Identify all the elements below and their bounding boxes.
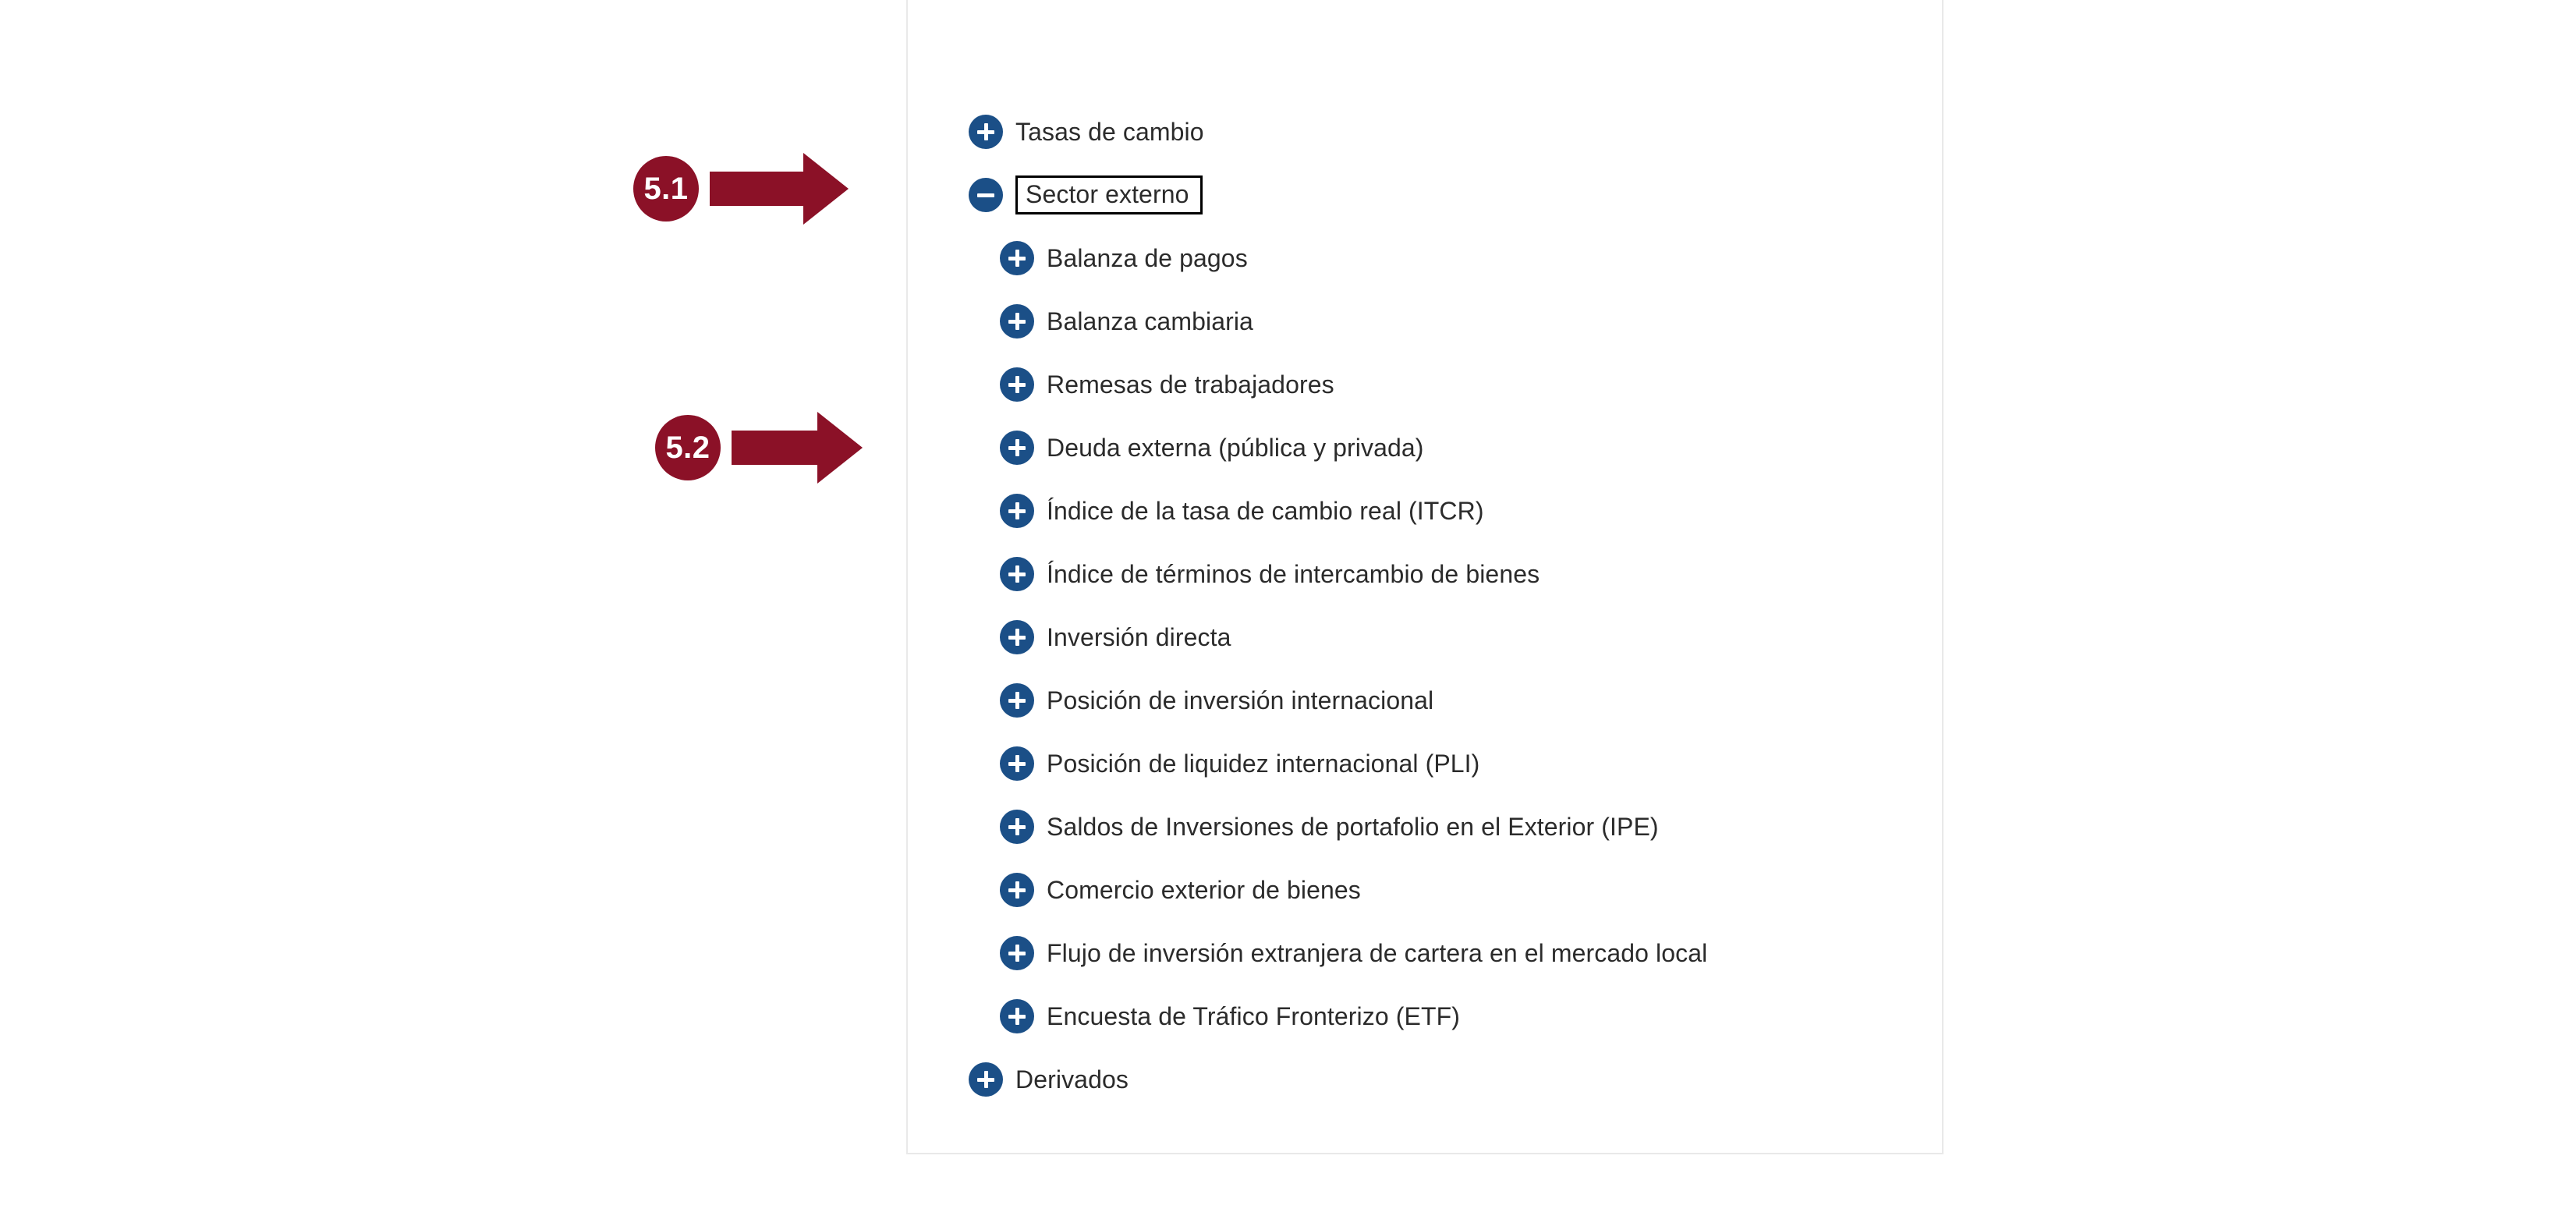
tree-node-label: Posición de liquidez internacional (PLI)	[1047, 749, 1480, 778]
tree-node-indice-tasa-cambio-real[interactable]	[969, 479, 2528, 542]
plus-circle-icon[interactable]	[1000, 683, 1034, 718]
tree-node-tasas-de-cambio[interactable]	[969, 100, 2528, 163]
tree-node-label: Sector externo	[1015, 175, 1203, 214]
tree-node-label: Inversión directa	[1047, 622, 1231, 651]
tree-node-label: Balanza de pagos	[1047, 243, 1248, 272]
tree-node-label: Derivados	[1015, 1065, 1129, 1094]
annotation-step-5-1	[633, 153, 849, 225]
tree-node-label: Saldos de Inversiones de portafolio en el Exterior (IPE)	[1047, 812, 1659, 841]
tree-node-balanza-de-pagos[interactable]	[969, 226, 2528, 289]
arrow-shaft	[710, 172, 803, 206]
tree-node-deuda-externa[interactable]	[969, 416, 2528, 479]
tree-node-label: Comercio exterior de bienes	[1047, 875, 1361, 904]
arrow-shaft	[732, 431, 817, 465]
tree-node-flujo-inversion-extranjera-cartera[interactable]	[969, 921, 2528, 984]
tree-node-remesas-de-trabajadores[interactable]	[969, 353, 2528, 416]
plus-circle-icon[interactable]	[1000, 999, 1034, 1033]
plus-circle-icon[interactable]	[969, 1062, 1003, 1097]
tree-node-posicion-inversion-internacional[interactable]	[969, 668, 2528, 732]
annotation-badge: 5.2	[655, 415, 721, 480]
tree-node-label: Índice de la tasa de cambio real (ITCR)	[1047, 496, 1484, 525]
annotation-arrow-icon	[732, 412, 863, 484]
tree-node-label: Remesas de trabajadores	[1047, 370, 1334, 399]
plus-circle-icon[interactable]	[1000, 810, 1034, 844]
tree-node-saldos-inversiones-portafolio-exterior[interactable]	[969, 795, 2528, 858]
tree-node-inversion-directa[interactable]	[969, 605, 2528, 668]
statistics-tree	[969, 100, 2528, 1111]
plus-circle-icon[interactable]	[969, 115, 1003, 149]
tree-node-balanza-cambiaria[interactable]	[969, 289, 2528, 353]
plus-circle-icon[interactable]	[1000, 873, 1034, 907]
tree-node-label: Posición de inversión internacional	[1047, 686, 1434, 714]
annotation-arrow-icon	[710, 153, 849, 225]
plus-circle-icon[interactable]	[1000, 494, 1034, 528]
tree-node-posicion-liquidez-internacional[interactable]	[969, 732, 2528, 795]
tree-node-comercio-exterior-de-bienes[interactable]	[969, 858, 2528, 921]
plus-circle-icon[interactable]	[1000, 557, 1034, 591]
tree-node-label: Deuda externa (pública y privada)	[1047, 433, 1424, 462]
tree-node-label: Balanza cambiaria	[1047, 307, 1253, 335]
plus-circle-icon[interactable]	[1000, 746, 1034, 781]
tree-node-label: Flujo de inversión extranjera de cartera en el mercado local	[1047, 938, 1708, 967]
tree-node-sector-externo[interactable]	[969, 163, 2528, 226]
tree-node-label: Índice de términos de intercambio de bienes	[1047, 559, 1540, 588]
arrow-head	[817, 412, 863, 484]
tree-node-label: Tasas de cambio	[1015, 117, 1204, 146]
minus-circle-icon[interactable]	[969, 178, 1003, 212]
plus-circle-icon[interactable]	[1000, 620, 1034, 654]
plus-circle-icon[interactable]	[1000, 431, 1034, 465]
annotation-step-5-2	[655, 412, 863, 484]
arrow-head	[803, 153, 849, 225]
plus-circle-icon[interactable]	[1000, 241, 1034, 275]
plus-circle-icon[interactable]	[1000, 304, 1034, 339]
tree-node-derivados[interactable]	[969, 1047, 2528, 1111]
tree-node-encuesta-trafico-fronterizo[interactable]	[969, 984, 2528, 1047]
plus-circle-icon[interactable]	[1000, 936, 1034, 970]
plus-circle-icon[interactable]	[1000, 367, 1034, 402]
annotation-badge: 5.1	[633, 156, 699, 222]
tree-node-indice-terminos-intercambio[interactable]	[969, 542, 2528, 605]
tree-node-label: Encuesta de Tráfico Fronterizo (ETF)	[1047, 1001, 1461, 1030]
